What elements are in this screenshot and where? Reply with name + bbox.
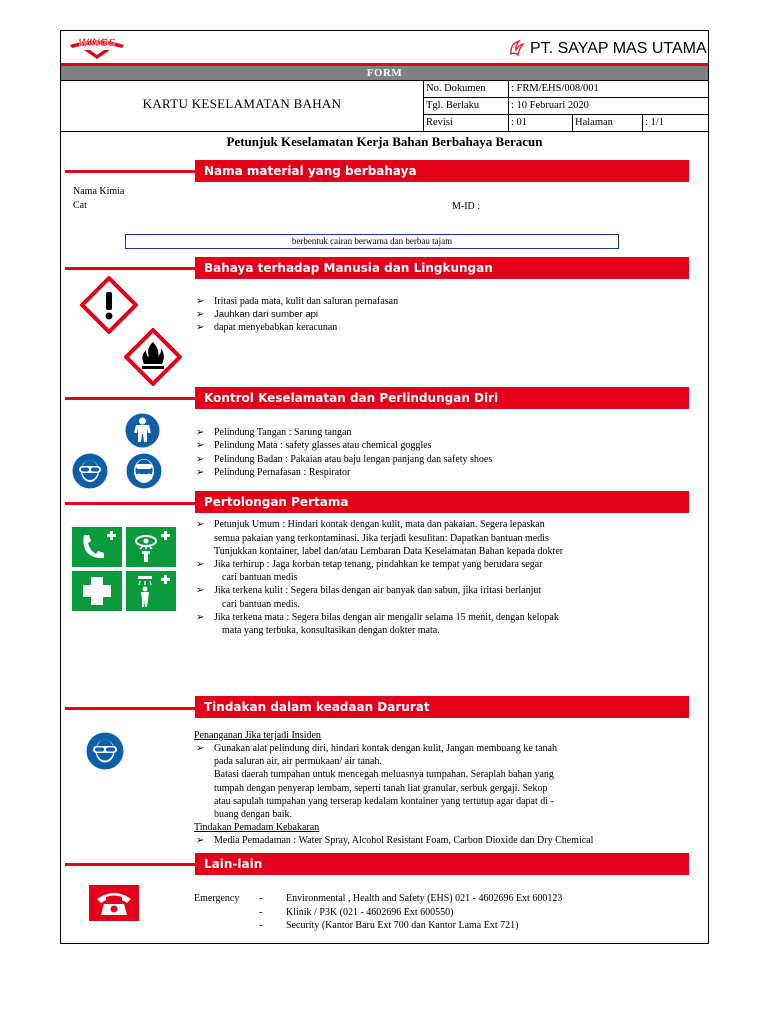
respirator-icon — [126, 453, 162, 489]
first-aid-item: ➢ Petunjuk Umum : Hindari kontak dengan kulit, mata dan pakaian. Segera lepaskan — [214, 518, 545, 531]
spill-line: ➢ Gunakan alat pelindung diri, hindari kontak dengan kulit, Jangan membuang ke tanah — [214, 742, 557, 755]
revision-value: : 01 — [511, 117, 528, 128]
valid-date-label: Tgl. Berlaku — [426, 100, 480, 111]
section-heading-hazards: Bahaya terhadap Manusia dan Lingkungan — [195, 257, 689, 279]
first-aid-line: Tunjukkan kontainer, label dan/atau Lembaran Data Keselamatan Bahan kepada dokter — [214, 546, 564, 557]
fire-line: ➢ Media Pemadaman : Water Spray, Alcohol Resistant Foam, Carbon Dioxide dan Dry Chemical — [214, 834, 593, 847]
form-bar: FORM — [61, 66, 708, 80]
chem-name-value: Cat — [73, 200, 87, 211]
company-swirl-icon — [507, 38, 525, 58]
doc-number-value: : FRM/EHS/008/001 — [511, 83, 599, 94]
first-aid-item: ➢ Jika terkena kulit : Segera bilas dengan air banyak dan sabun, jika iritasi berlanjut — [214, 584, 541, 597]
goggles-icon — [86, 732, 124, 770]
section-heading-ppe: Kontrol Keselamatan dan Perlindungan Diri — [195, 387, 689, 409]
spill-title: Penanganan Jika terjadi Insiden — [194, 730, 321, 741]
first-aid-line: mata yang terbuka, konsultasikan dengan dokter mata. — [222, 625, 440, 636]
wings-logo — [66, 32, 128, 62]
ppe-item: ➢ Pelindung Mata : safety glasses atau chemical goggles — [214, 439, 431, 452]
eyewash-icon — [126, 527, 176, 567]
safety-shower-icon — [126, 571, 176, 611]
hazard-item: ➢ dapat menyebabkan keracunan — [214, 321, 337, 334]
contact-dash: - — [259, 893, 263, 904]
spill-line: buang dengan baik. — [214, 809, 293, 820]
ppe-item: ➢ Pelindung Pernafasan : Respirator — [214, 466, 350, 479]
contact-line-clinic: Klinik / P3K (021 - 4602696 Ext 600550) — [286, 907, 454, 918]
section-heading-emergency: Tindakan dalam keadaan Darurat — [195, 696, 689, 718]
doc-title: KARTU KESELAMATAN BAHAN — [142, 96, 342, 111]
valid-date-value: : 10 Februari 2020 — [511, 100, 589, 111]
flammable-hazard-icon — [124, 328, 182, 386]
emergency-label: Emergency — [194, 893, 240, 904]
page-label: Halaman — [575, 117, 613, 128]
hazard-item: ➢ Jauhkan dari sumber api — [214, 308, 318, 321]
emergency-phone-icon — [72, 527, 122, 567]
section-heading-first-aid: Pertolongan Pertama — [195, 491, 689, 513]
page-value: : 1/1 — [645, 117, 664, 128]
first-aid-item: ➢ Jika terhirup : Jaga korban tetap tenang, pindahkan ke tempat yang berudara segar — [214, 558, 543, 571]
ppe-item: ➢ Pelindung Badan : Pakaian atau baju lengan panjang dan safety shoes — [214, 453, 492, 466]
first-aid-line: semua pakaian yang terkontaminasi. Jika terjadi kesulitan: Dapatkan bantuan medis — [214, 533, 549, 544]
logo-text: WINGS — [78, 37, 116, 49]
fire-title: Tindakan Pemadam Kebakaran — [194, 822, 320, 833]
ppe-item: ➢ Pelindung Tangan : Sarung tangan — [214, 426, 351, 439]
contact-line-ehs: Environmental , Health and Safety (EHS) 021 - 4602696 Ext 600123 — [286, 893, 563, 904]
chem-name-label: Nama Kimia — [73, 186, 125, 197]
doc-number-label: No. Dokumen — [426, 83, 486, 94]
company-name: PT. SAYAP MAS UTAMA — [530, 40, 707, 57]
spill-line: pada saluran air, air permukaan/ air tanah. — [214, 756, 382, 767]
revision-label: Revisi — [426, 117, 453, 128]
spill-line: atau sapulah tumpahan yang terserap kedalam kontainer yang tertutup agar dapat di - — [214, 796, 554, 807]
contact-dash: - — [259, 920, 263, 931]
emergency-telephone-icon — [89, 885, 139, 921]
section-heading-material: Nama material yang berbahaya — [195, 160, 689, 182]
page-subtitle: Petunjuk Keselamatan Kerja Bahan Berbahaya Beracun — [226, 134, 543, 149]
first-aid-line: cari bantuan medis — [222, 572, 298, 583]
mid-label: M-ID : — [452, 201, 481, 212]
contact-dash: - — [259, 907, 263, 918]
contact-line-security: Security (Kantor Baru Ext 700 dan Kantor Lama Ext 721) — [286, 920, 519, 931]
goggles-icon — [72, 453, 108, 489]
protective-suit-icon — [125, 413, 160, 448]
section-heading-others: Lain-lain — [195, 853, 689, 875]
first-aid-item: ➢ Jika terkena mata : Segera bilas dengan air mengalir selama 15 menit, dengan kelopak — [214, 611, 559, 624]
first-aid-line: cari bantuan medis. — [222, 599, 301, 610]
material-description: berbentuk cairan berwarna dan berbau tajam — [291, 236, 453, 246]
hazard-item: ➢ Iritasi pada mata, kulit dan saluran pernafasan — [214, 295, 398, 308]
first-aid-cross-icon — [72, 571, 122, 611]
spill-line: tumpah dengan penyerap lembam, seperti tanah liat granular, serbuk gergaji. Sekop — [214, 783, 548, 794]
exclamation-hazard-icon — [80, 276, 138, 334]
spill-line: Batasi daerah tumpahan untuk mencegah meluasnya tumpahan. Seraplah bahan yang — [214, 769, 554, 780]
